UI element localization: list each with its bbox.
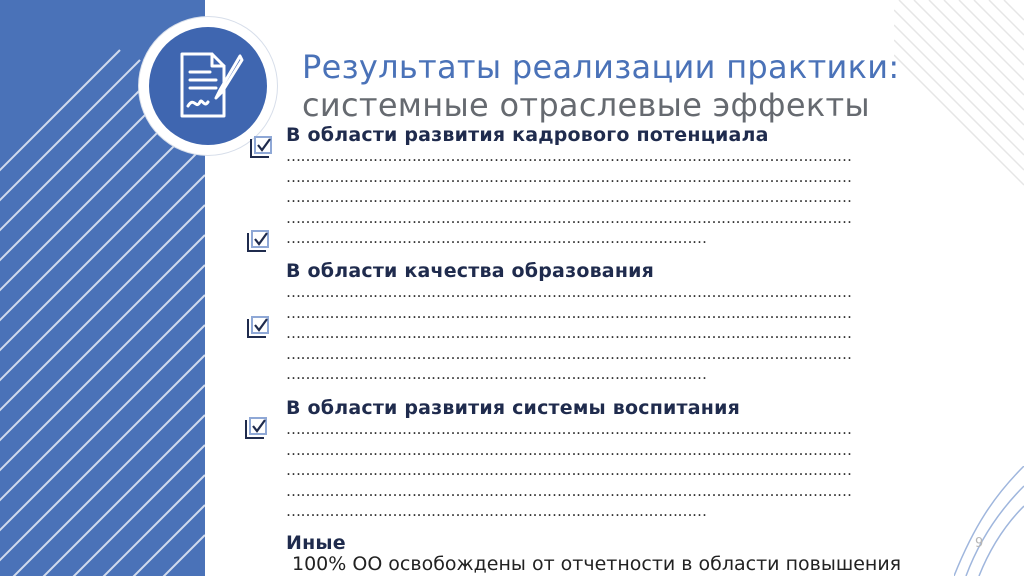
- section-heading: В области развития кадрового потенциала: [286, 124, 769, 146]
- title-line-2: системные отраслевые эффекты: [302, 86, 870, 124]
- placeholder-line: ………………………………………………………………………………………………………: [286, 167, 852, 186]
- placeholder-line: ………………………………………………………………………………………………………: [286, 147, 852, 165]
- checkbox-icon: [243, 416, 269, 440]
- placeholder-line: ………………………………………………………………………………………………………: [286, 420, 852, 438]
- section-education-quality: [286, 260, 976, 385]
- section-heading: В области развития системы воспитания: [286, 397, 741, 419]
- other-text: 100% ОО освобождены от отчетности в области повышения: [292, 553, 902, 575]
- placeholder-line: ……………………………………………………………………………: [286, 365, 707, 383]
- document-signature-icon: [168, 46, 248, 126]
- placeholder-line: ………………………………………………………………………………………………………: [286, 208, 852, 227]
- section-heading: В области качества образования: [286, 260, 655, 282]
- placeholder-line: ………………………………………………………………………………………………………: [286, 303, 852, 322]
- checkbox-icon: [245, 229, 271, 253]
- page-number: 9: [975, 536, 984, 551]
- placeholder-line: ………………………………………………………………………………………………………: [286, 481, 852, 500]
- section-staff-potential: [286, 124, 976, 249]
- placeholder-line: ………………………………………………………………………………………………………: [286, 283, 852, 301]
- section-upbringing-system: [286, 397, 976, 522]
- placeholder-line: ………………………………………………………………………………………………………: [286, 188, 852, 206]
- title-line-1: Результаты реализации практики:: [302, 48, 900, 86]
- placeholder-line: ………………………………………………………………………………………………………: [286, 344, 852, 363]
- placeholder-line: ………………………………………………………………………………………………………: [286, 324, 852, 342]
- checkbox-icon: [248, 135, 274, 159]
- section-other: [286, 532, 976, 554]
- slide-title: [302, 48, 899, 124]
- placeholder-line: ……………………………………………………………………………: [286, 229, 707, 247]
- placeholder-line: ………………………………………………………………………………………………………: [286, 440, 852, 459]
- placeholder-line: ……………………………………………………………………………: [286, 502, 707, 520]
- checkbox-icon: [245, 315, 271, 339]
- section-heading: Иные: [286, 532, 346, 554]
- placeholder-line: ………………………………………………………………………………………………………: [286, 461, 852, 479]
